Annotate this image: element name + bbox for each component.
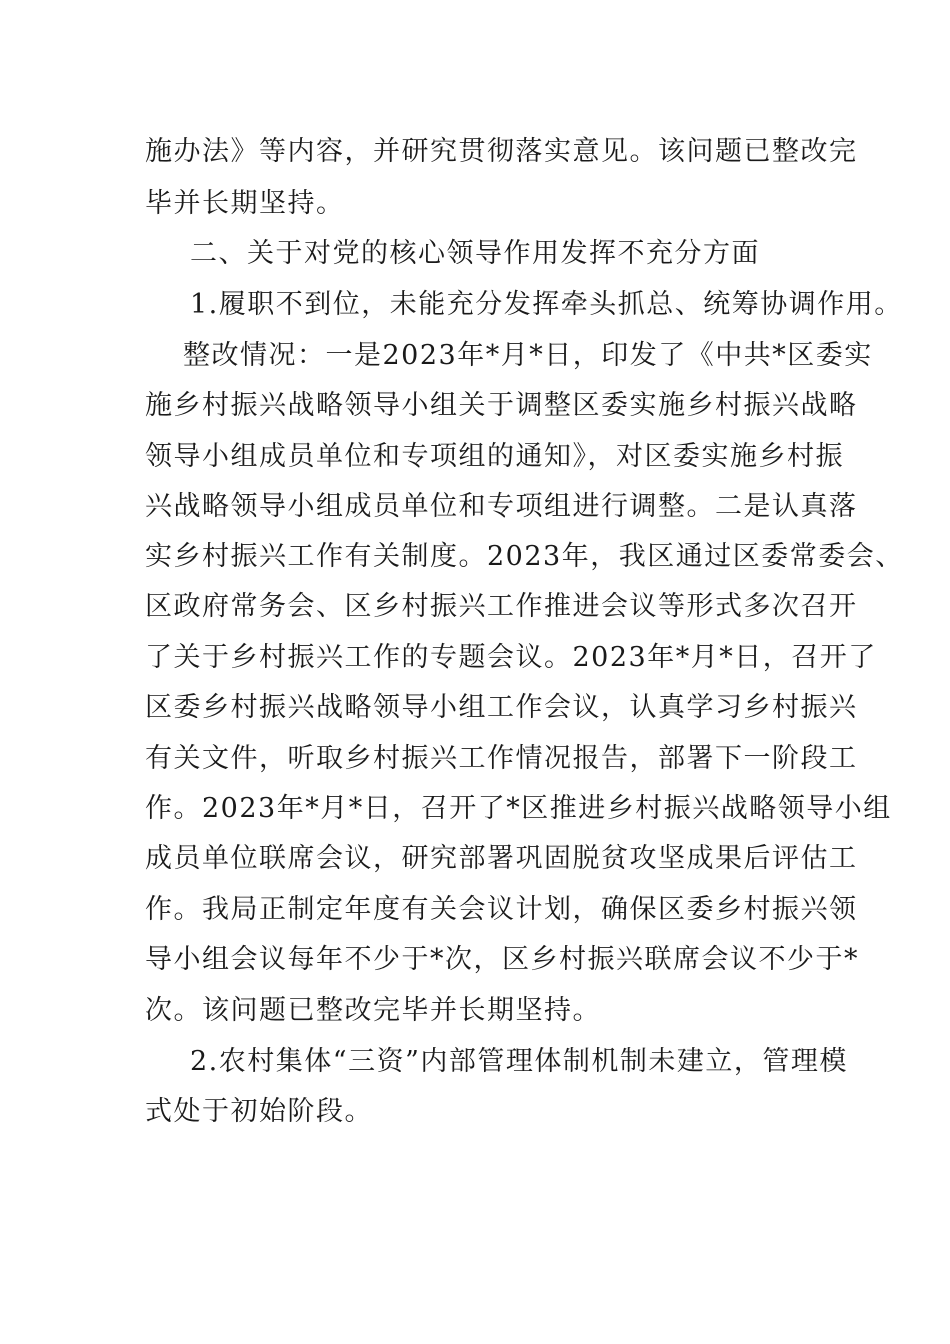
item-heading: 1.履职不到位，未能充分发挥牵头抓总、统筹协调作用。	[190, 289, 903, 320]
text-line: 作。我局正制定年度有关会议计划，确保区委乡村振兴领	[145, 894, 858, 925]
text-line: 成员单位联席会议，研究部署巩固脱贫攻坚成果后评估工	[145, 843, 858, 874]
text-line: 领导小组成员单位和专项组的通知》，对区委实施乡村振	[145, 441, 844, 472]
text-line: 有关文件，听取乡村振兴工作情况报告，部署下一阶段工	[145, 743, 858, 774]
text-line: 兴战略领导小组成员单位和专项组进行调整。二是认真落	[145, 491, 858, 522]
item-heading: 2.农村集体“三资”内部管理体制机制未建立，管理模	[190, 1046, 848, 1077]
text-line: 整改情况：一是2023年*月*日，印发了《中共*区委实	[183, 340, 873, 371]
text-line: 施乡村振兴战略领导小组关于调整区委实施乡村振兴战略	[145, 390, 858, 421]
text-line: 区委乡村振兴战略领导小组工作会议，认真学习乡村振兴	[145, 692, 858, 723]
section-heading: 二、关于对党的核心领导作用发挥不充分方面	[190, 238, 760, 269]
text-line: 毕并长期坚持。	[145, 188, 345, 219]
text-line: 导小组会议每年不少于*次，区乡村振兴联席会议不少于*	[145, 944, 859, 975]
text-line: 施办法》等内容，并研究贯彻落实意见。该问题已整改完	[145, 136, 858, 167]
text-line: 实乡村振兴工作有关制度。2023年，我区通过区委常委会、	[145, 541, 904, 572]
text-line: 区政府常务会、区乡村振兴工作推进会议等形式多次召开	[145, 591, 858, 622]
text-line: 式处于初始阶段。	[145, 1096, 373, 1127]
text-line: 作。2023年*月*日，召开了*区推进乡村振兴战略领导小组	[145, 793, 892, 824]
text-line: 了关于乡村振兴工作的专题会议。2023年*月*日，召开了	[145, 642, 877, 673]
text-line: 次。该问题已整改完毕并长期坚持。	[145, 995, 601, 1026]
